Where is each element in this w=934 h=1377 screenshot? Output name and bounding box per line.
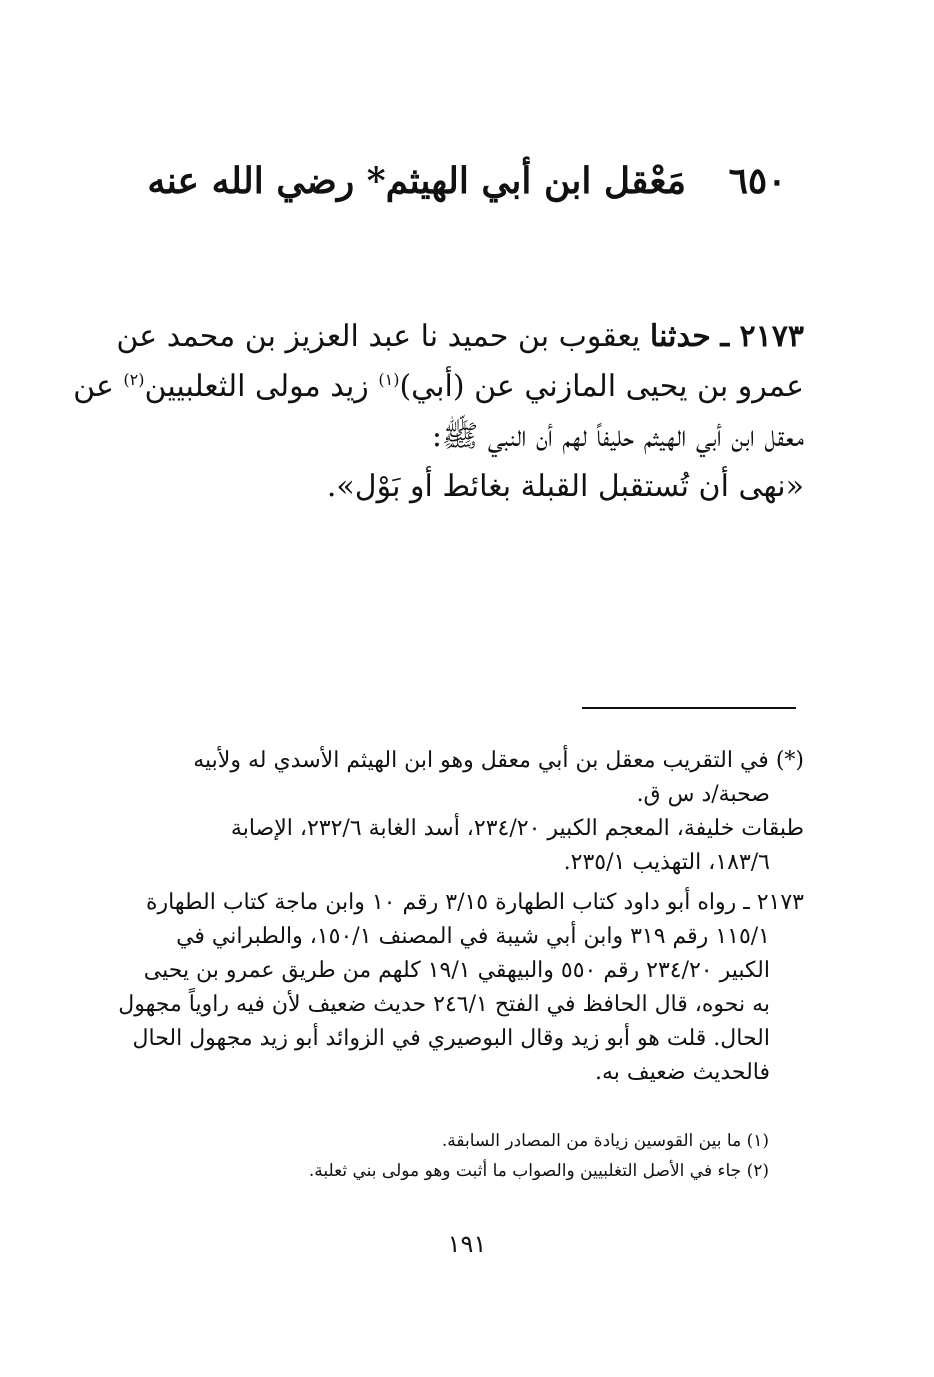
hadith-line-1-text: يعقوب بن حميد نا عبد العزيز بن محمد عن (116, 319, 641, 354)
footnote-1: (١) ما بين القوسين زيادة من المصادر السابقة. (441, 1131, 769, 1151)
footnote-ref-1: (١) (378, 370, 400, 389)
hadith-line-3: معقل ابن أبي الهيثم حليفاً لهم أن النبي ﷺ: (431, 419, 804, 454)
page-number: ١٩١ (447, 1230, 487, 1258)
note-2173-line-2: ١١٥/١ رقم ٣١٩ وابن أبي شيبة في المصنف ١٥٠/١، والطبراني في (176, 924, 770, 949)
hadith-line-2 (73, 362, 804, 412)
numbered-footnotes (129, 1126, 769, 1186)
hadith-text (73, 312, 804, 512)
hadith-number: ٢١٧٣ ـ (720, 319, 804, 354)
hadith-lead-word: حدثنا (649, 319, 711, 354)
note-2173-line-3: الكبير ٢٣٤/٢٠ رقم ٥٥٠ والبيهقي ١٩/١ كلهم من طريق عمرو بن يحيى (143, 958, 770, 983)
hadith-line-2a: عمرو بن يحيى المازني عن (أبي) (399, 369, 804, 404)
footnote-separator (582, 707, 796, 709)
hadith-line-2b: زيد مولى الثعلبيين (144, 369, 379, 404)
chapter-number: ٦٥٠ (728, 160, 787, 202)
star-footnote (124, 744, 804, 880)
star-note-line-3: طبقات خليفة، المعجم الكبير ٢٣٤/٢٠، أسد الغابة ٢٣٢/٦، الإصابة (230, 816, 804, 841)
star-note-line-1: (*) في التقريب معقل بن أبي معقل وهو ابن الهيثم الأسدي له ولأبيه (193, 748, 804, 773)
hadith-line-2c: عن (73, 369, 124, 404)
note-2173-line-6: فالحديث ضعيف به. (594, 1060, 770, 1085)
note-2173-line-5: الحال. قلت هو أبو زيد وقال البوصيري في الزوائد أبو زيد مجهول الحال (132, 1026, 770, 1051)
note-2173-line-4: به نحوه، قال الحافظ في الفتح ٢٤٦/١ حديث ضعيف لأن فيه راوياً مجهول (118, 992, 770, 1017)
hadith-line-4: «نهى أن تُستقبل القبلة بغائط أو بَوْل». (326, 469, 804, 504)
footnote-ref-2: (٢) (123, 370, 145, 389)
footnotes (118, 744, 804, 1096)
footnote-2: (٢) جاء في الأصل التغلبيين والصواب ما أثبت وهو مولى بني ثعلبة. (308, 1161, 769, 1181)
note-2173-line-1: ٢١٧٣ ـ رواه أبو داود كتاب الطهارة ٣/١٥ رقم ١٠ وابن ماجة كتاب الطهارة (145, 890, 804, 915)
hadith-2173-footnote (118, 886, 804, 1090)
hadith-line-1 (116, 312, 804, 362)
star-note-line-4: ١٨٣/٦، التهذيب ٢٣٥/١. (563, 850, 770, 875)
chapter-title: مَعْقل ابن أبي الهيثم* رضي الله عنه (147, 160, 687, 202)
star-note-line-2: صحبة/د س ق. (636, 782, 770, 807)
chapter-heading (120, 160, 814, 202)
